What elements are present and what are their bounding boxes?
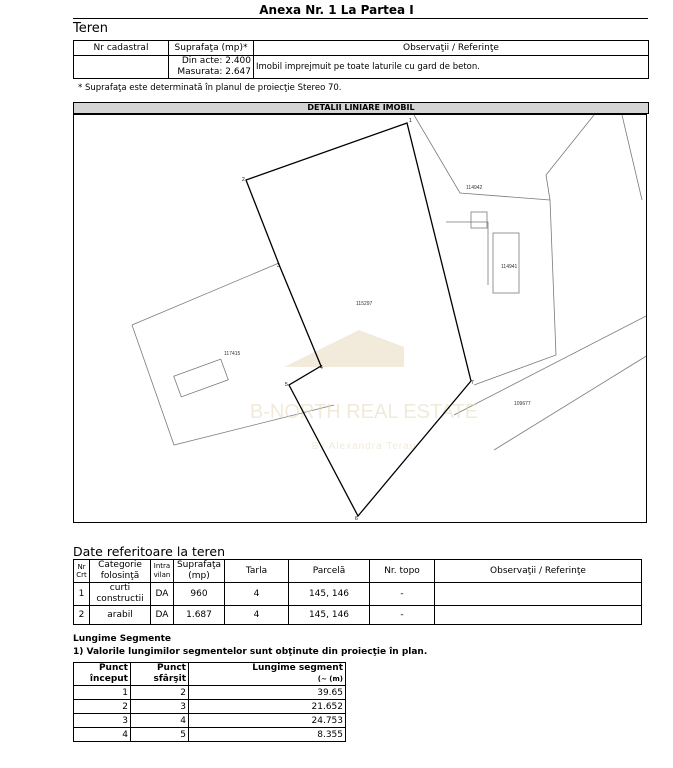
teren-data-row [74,56,649,79]
segments-title: Lungime Segmente [73,634,172,644]
row1-categorie [90,583,151,606]
row1-intravilan: DA [151,583,174,606]
seg4-end: 5 [131,728,189,742]
parcel-label-115297: 115297 [356,301,373,307]
col-punct-sfarsit [131,663,189,686]
parcel-117415-north [132,263,279,325]
row1-nr: 1 [74,583,90,606]
col-nr-cadastral: Nr cadastral [74,41,169,56]
col-observatii-ref: Observaţii / Referinţe [435,560,642,583]
col-intravilan-line1: Intra [153,562,171,570]
row2-parcela: 145, 146 [289,606,370,625]
row1-suprafata: 960 [174,583,225,606]
table-row [74,606,642,625]
watermark-roof-icon [284,330,404,367]
row2-nr: 2 [74,606,90,625]
seg4-start: 4 [74,728,131,742]
row2-intravilan: DA [151,606,174,625]
row1-parcela: 145, 146 [289,583,370,606]
segments-subtitle: 1) Valorile lungimilor segmentelor sunt obţinute din proiecţie în plan. [73,647,428,657]
col-nr-crt-line2: Crt [76,571,87,579]
row1-categorie-line1: curti [109,583,131,593]
col-punct-inceput [74,663,131,686]
seg2-length: 21.652 [189,700,346,714]
parcel-edge-ne [622,115,642,200]
seg3-length: 24.753 [189,714,346,728]
plan-header: DETALII LINIARE IMOBIL [73,102,649,114]
vertex-label-2: 2 [242,177,245,183]
building-114941 [493,233,519,293]
building-117415 [174,359,229,397]
vertex-label-4: 4 [320,365,323,371]
col-categorie [90,560,151,583]
watermark [250,330,478,452]
watermark-brand: B-NORTH REAL ESTATE [249,401,479,423]
footnote: * Suprafaţa este determinată în planul de proiecţie Stereo 70. [78,83,342,93]
row2-nr-topo: - [370,606,435,625]
parcel-117415-west [132,325,334,445]
row1-categorie-line2: constructii [96,594,144,604]
col-observatii: Observaţii / Referinţe [254,41,649,56]
seg2-start: 2 [74,700,131,714]
segments-table [73,662,346,742]
plan-drawing [74,115,647,523]
table-row [74,728,346,742]
vertex-label-1: 1 [409,118,412,124]
col-nr-topo: Nr. topo [370,560,435,583]
col-intravilan-line2: vilan [153,571,171,579]
col-parcela: Parcelă [289,560,370,583]
row1-observatii [435,583,642,606]
observatii-value: Imobil imprejmuit pe toate laturile cu gard de beton. [254,56,649,79]
parcel-label-114941: 114941 [501,264,518,270]
segments-header-row [74,663,346,686]
seg1-start: 1 [74,686,131,700]
neighbor-parcels [132,115,647,450]
seg2-end: 3 [131,700,189,714]
teren-header-row [74,41,649,56]
col-nr-crt-line1: Nr [77,563,86,571]
col-lungime [189,663,346,686]
seg1-length: 39.65 [189,686,346,700]
col-end-line2: sfârşit [153,674,186,684]
teren-table [73,40,649,79]
col-end-line1: Punct [156,663,186,673]
watermark-byline: By Alexandra Terau [311,441,417,452]
suprafata-values [169,56,254,79]
table-row [74,700,346,714]
row1-nr-topo: - [370,583,435,606]
road-edge-north [454,315,647,415]
date-teren-table [73,559,642,625]
col-tarla: Tarla [225,560,289,583]
row2-suprafata: 1.687 [174,606,225,625]
parcel-label-109677: 109677 [514,401,531,407]
parcel-label-114942: 114942 [466,185,483,191]
col-length-line2: (~ (m) [317,675,343,683]
col-nr-crt [74,560,90,583]
title-divider [73,18,648,19]
cadastral-plan [73,114,647,523]
seg3-end: 4 [131,714,189,728]
table-row [74,583,642,606]
vertex-label-6: 6 [355,516,358,522]
col-suprafata-mp [174,560,225,583]
seg1-end: 2 [131,686,189,700]
date-header-row [74,560,642,583]
col-start-line2: început [89,674,128,684]
col-categorie-line1: Categorie [98,560,142,570]
parcel-114942-outline [414,115,556,385]
teren-heading: Teren [73,21,109,36]
row2-tarla: 4 [225,606,289,625]
nr-cadastral-value [74,56,169,79]
parcel-edge-mid [446,222,488,285]
vertex-label-3: 3 [277,263,280,269]
row2-observatii [435,606,642,625]
col-intravilan [151,560,174,583]
suprafata-acte: Din acte: 2.400 [181,56,251,66]
vertex-label-5: 5 [285,382,288,388]
parcel-edge-north [546,115,594,200]
suprafata-masurata: Masurata: 2.647 [177,67,251,77]
col-suprafata-line2: (mp) [188,571,210,581]
date-teren-heading: Date referitoare la teren [73,544,226,559]
seg4-length: 8.355 [189,728,346,742]
vertex-label-7: 7 [471,380,474,386]
col-categorie-line2: folosinţă [100,571,140,581]
col-suprafata: Suprafaţa (mp)* [169,41,254,56]
seg3-start: 3 [74,714,131,728]
col-length-line1: Lungime segment [252,663,343,673]
building-small [471,212,487,228]
parcel-label-117415: 117415 [224,351,241,357]
col-suprafata-line1: Suprafaţa [176,560,222,570]
row1-tarla: 4 [225,583,289,606]
table-row [74,714,346,728]
col-start-line1: Punct [98,663,128,673]
table-row [74,686,346,700]
page-title: Anexa Nr. 1 La Partea I [259,3,414,17]
row2-categorie: arabil [90,606,151,625]
parcel-115297-outline [246,123,471,516]
